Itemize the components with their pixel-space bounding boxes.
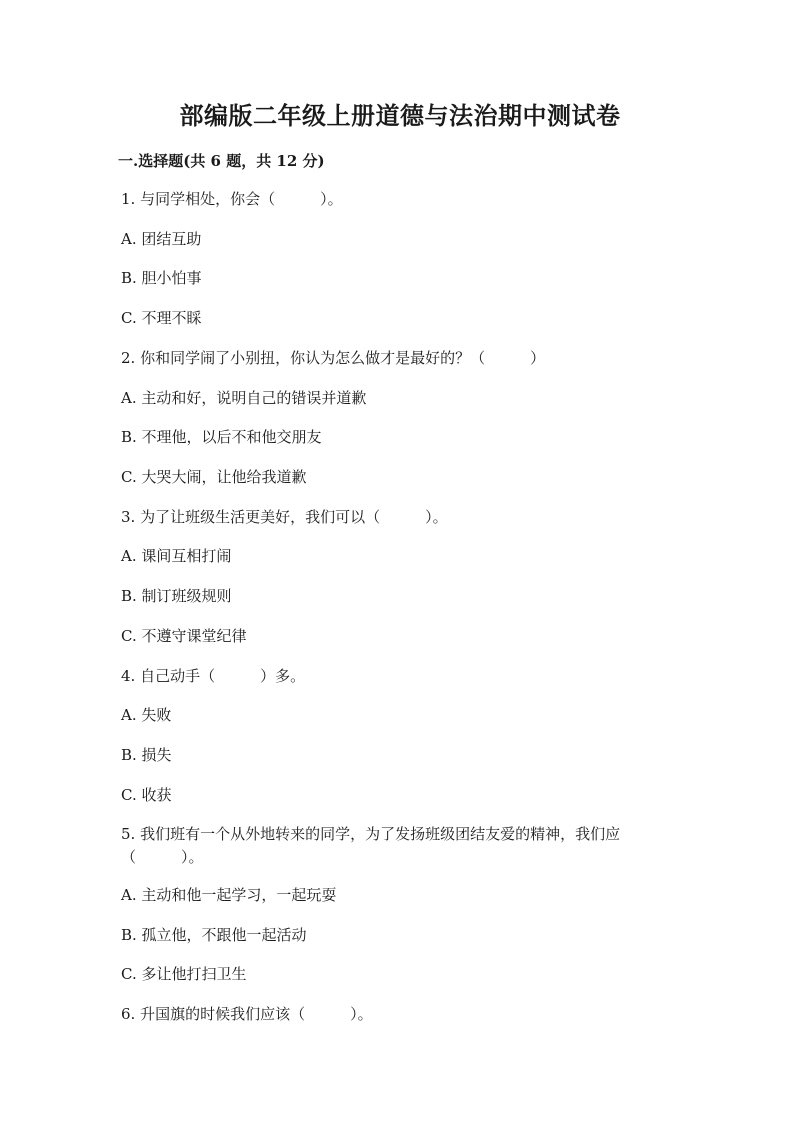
question-stem: 5. 我们班有一个从外地转来的同学，为了发扬班级团结友爱的精神，我们应	[121, 825, 621, 843]
option-a: A. 课间互相打闹	[121, 547, 232, 565]
option-b: B. 孤立他，不跟他一起活动	[121, 926, 307, 944]
option-a: A. 团结互助	[121, 230, 202, 248]
question-stem: 4. 自己动手（ ）多。	[121, 667, 306, 685]
option-c: C. 不理不睬	[121, 309, 202, 327]
question-stem-continued: （ ）。	[121, 848, 204, 866]
question-stem: 6. 升国旗的时候我们应该（ ）。	[121, 1005, 373, 1023]
option-c: C. 不遵守课堂纪律	[121, 627, 247, 645]
option-b: B. 损失	[121, 746, 172, 764]
question-stem: 1. 与同学相处，你会（ ）。	[121, 190, 343, 208]
option-b: B. 制订班级规则	[121, 587, 232, 605]
page-title: 部编版二年级上册道德与法治期中测试卷	[179, 101, 621, 130]
option-c: C. 收获	[121, 786, 172, 804]
option-a: A. 主动和好，说明自己的错误并道歉	[121, 389, 367, 407]
option-c: C. 大哭大闹，让他给我道歉	[121, 468, 307, 486]
option-a: A. 主动和他一起学习，一起玩耍	[121, 886, 337, 904]
question-stem: 2. 你和同学闹了小别扭，你认为怎么做才是最好的？（ ）	[121, 349, 546, 367]
option-c: C. 多让他打扫卫生	[121, 965, 247, 983]
option-a: A. 失败	[121, 706, 172, 724]
option-b: B. 胆小怕事	[121, 269, 202, 287]
question-stem: 3. 为了让班级生活更美好，我们可以（ ）。	[121, 508, 448, 526]
section-heading: 一.选择题(共 6 题，共 12 分)	[118, 152, 325, 170]
option-b: B. 不理他，以后不和他交朋友	[121, 428, 322, 446]
